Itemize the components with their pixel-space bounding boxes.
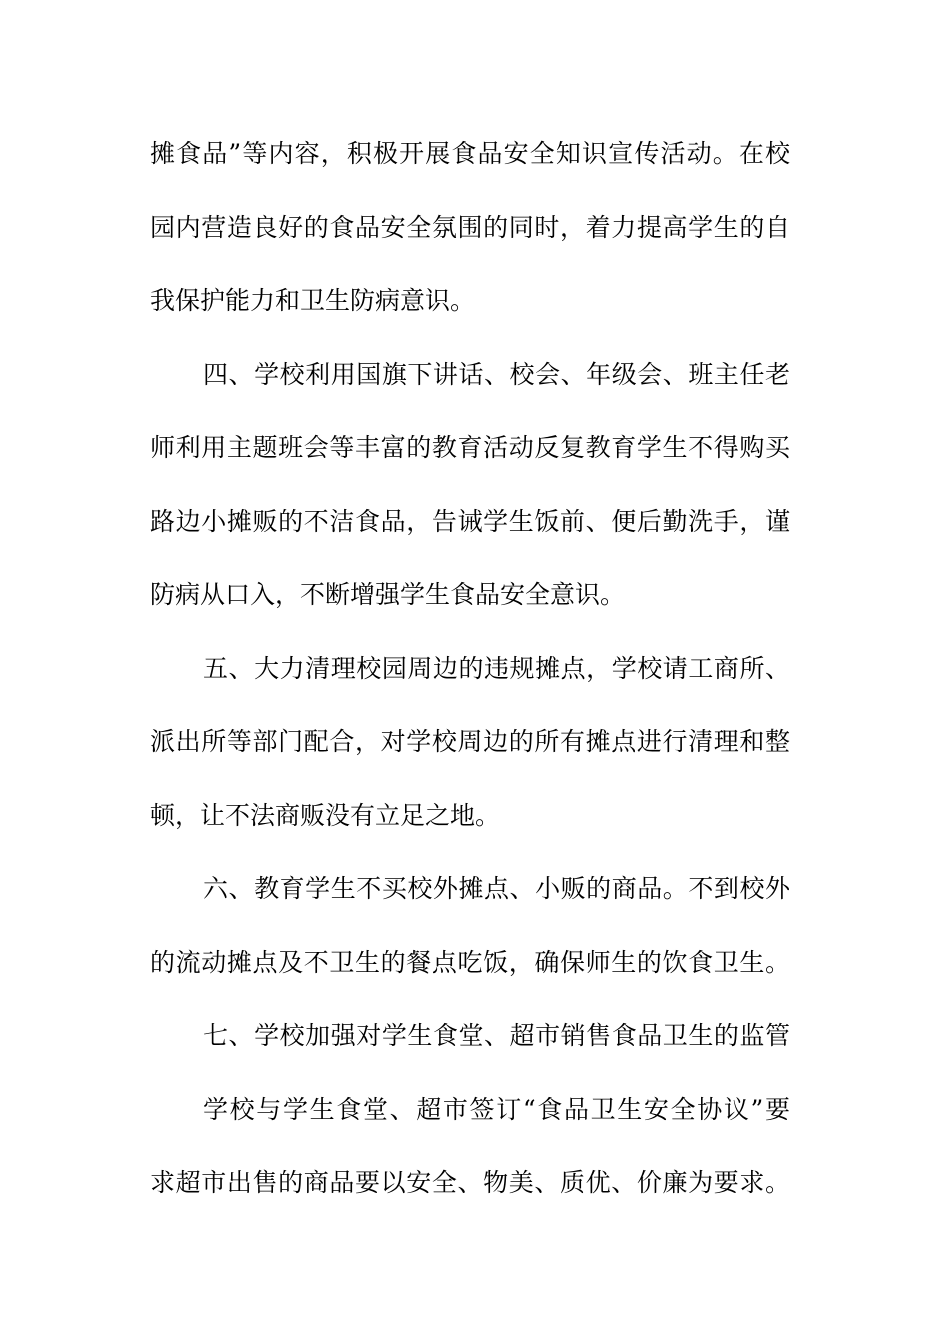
text-line: 师利用主题班会等丰富的教育活动反复教育学生不得购买: [150, 433, 790, 462]
text-line: 七、学校加强对学生食堂、超市销售食品卫生的监管: [203, 1021, 790, 1050]
paragraph-agreement: [150, 1080, 790, 1227]
text-line: 四、学校利用国旗下讲话、校会、年级会、班主任老: [203, 359, 790, 389]
paragraph-continued: [150, 124, 790, 345]
text-line: 路边小摊贩的不洁食品，告诫学生饭前、便后勤洗手，谨: [150, 506, 790, 536]
paragraph-seven: [150, 1006, 790, 1080]
text-line: 派出所等部门配合，对学校周边的所有摊点进行清理和整: [150, 727, 790, 756]
text-line: 五、大力清理校园周边的违规摊点，学校请工商所、: [203, 653, 790, 683]
text-line: 摊食品”等内容，积极开展食品安全知识宣传活动。在校: [150, 139, 790, 168]
document-body: [150, 124, 790, 1227]
text-line: 六、教育学生不买校外摊点、小贩的商品。不到校外: [203, 874, 790, 903]
text-line: 我保护能力和卫生防病意识。: [150, 286, 476, 315]
text-line: 防病从口入，不断增强学生食品安全意识。: [150, 580, 626, 609]
text-line: 求超市出售的商品要以安全、物美、质优、价廉为要求。: [150, 1168, 790, 1197]
text-line: 的流动摊点及不卫生的餐点吃饭，确保师生的饮食卫生。: [150, 947, 790, 977]
paragraph-six: [150, 859, 790, 1006]
paragraph-four: [150, 345, 790, 639]
paragraph-five: [150, 639, 790, 860]
text-line: 顿，让不法商贩没有立足之地。: [150, 800, 501, 830]
text-line: 学校与学生食堂、超市签订“食品卫生安全协议”要: [203, 1094, 790, 1124]
text-line: 园内营造良好的食品安全氛围的同时，着力提高学生的自: [150, 212, 790, 242]
